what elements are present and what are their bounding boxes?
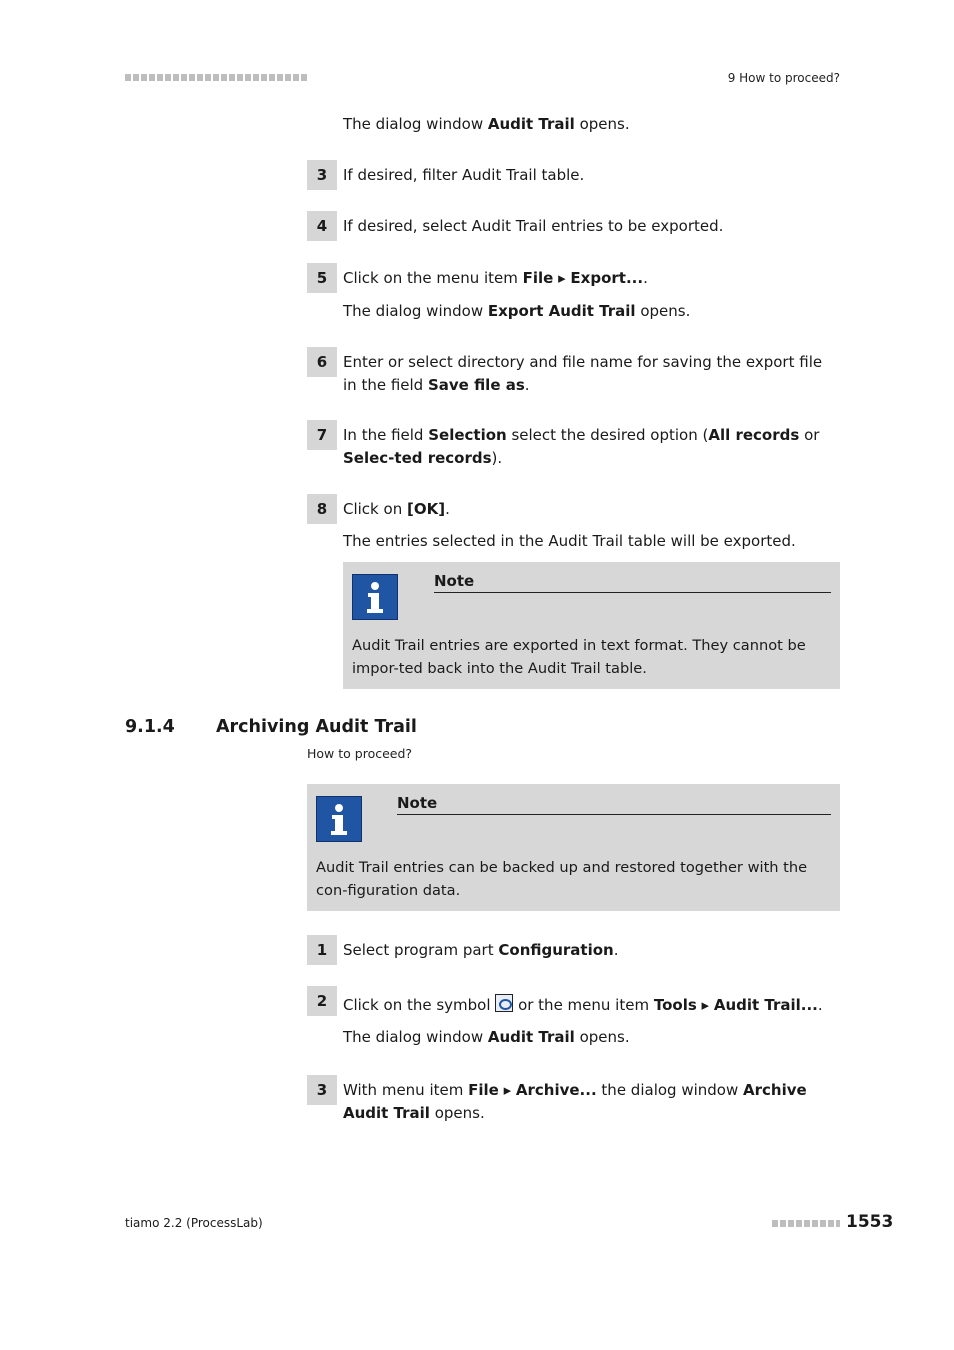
intro-text: The dialog window Audit Trail opens. bbox=[343, 115, 630, 133]
step-text: Click on [OK]. bbox=[343, 500, 450, 518]
footer-decoration bbox=[772, 1220, 840, 1227]
note-box bbox=[343, 562, 840, 689]
step-text: Click on the menu item File ▸ Export.... bbox=[343, 269, 648, 287]
step-number: 8 bbox=[307, 494, 337, 524]
section-title: Archiving Audit Trail bbox=[216, 717, 417, 737]
step-number: 3 bbox=[307, 1075, 337, 1105]
note-body: Audit Trail entries are exported in text format. They cannot be impor-ted back into the Audit Trail table. bbox=[352, 637, 806, 677]
step-number: 4 bbox=[307, 211, 337, 241]
page-number: 1553 bbox=[846, 1212, 894, 1232]
audit-trail-icon bbox=[495, 994, 513, 1012]
section-number: 9.1.4 bbox=[125, 717, 175, 737]
note-body: Audit Trail entries can be backed up and restored together with the con-figuration data. bbox=[316, 859, 808, 899]
note-box bbox=[307, 784, 840, 911]
step-text: If desired, filter Audit Trail table. bbox=[343, 166, 585, 184]
step-number: 6 bbox=[307, 347, 337, 377]
step-text: In the field Selection select the desired option (All records or Selec-ted records). bbox=[343, 426, 820, 467]
step-text: Select program part Configuration. bbox=[343, 941, 619, 959]
note-title: Note bbox=[434, 572, 831, 593]
info-icon bbox=[352, 574, 398, 620]
step-number: 7 bbox=[307, 420, 337, 450]
step-text: If desired, select Audit Trail entries to be exported. bbox=[343, 217, 724, 235]
step-number: 5 bbox=[307, 263, 337, 293]
note-title: Note bbox=[397, 794, 831, 815]
step-number: 2 bbox=[307, 986, 337, 1016]
step-number: 3 bbox=[307, 160, 337, 190]
header-decoration bbox=[125, 74, 307, 81]
step-result: The dialog window Audit Trail opens. bbox=[343, 1028, 630, 1046]
step-text: Enter or select directory and file name for saving the export file in the field Save file as. bbox=[343, 353, 823, 394]
step-result: The dialog window Export Audit Trail opens. bbox=[343, 302, 691, 320]
section-subtitle: How to proceed? bbox=[307, 746, 413, 761]
info-icon bbox=[316, 796, 362, 842]
footer-product: tiamo 2.2 (ProcessLab) bbox=[125, 1216, 263, 1230]
step-number: 1 bbox=[307, 935, 337, 965]
step-text: With menu item File ▸ Archive... the dialog window Archive Audit Trail opens. bbox=[343, 1081, 807, 1122]
step-text: Click on the symbol or the menu item Tools ▸ Audit Trail.... bbox=[343, 996, 823, 1014]
step-result: The entries selected in the Audit Trail table will be exported. bbox=[343, 532, 796, 550]
header-chapter: 9 How to proceed? bbox=[727, 71, 840, 85]
